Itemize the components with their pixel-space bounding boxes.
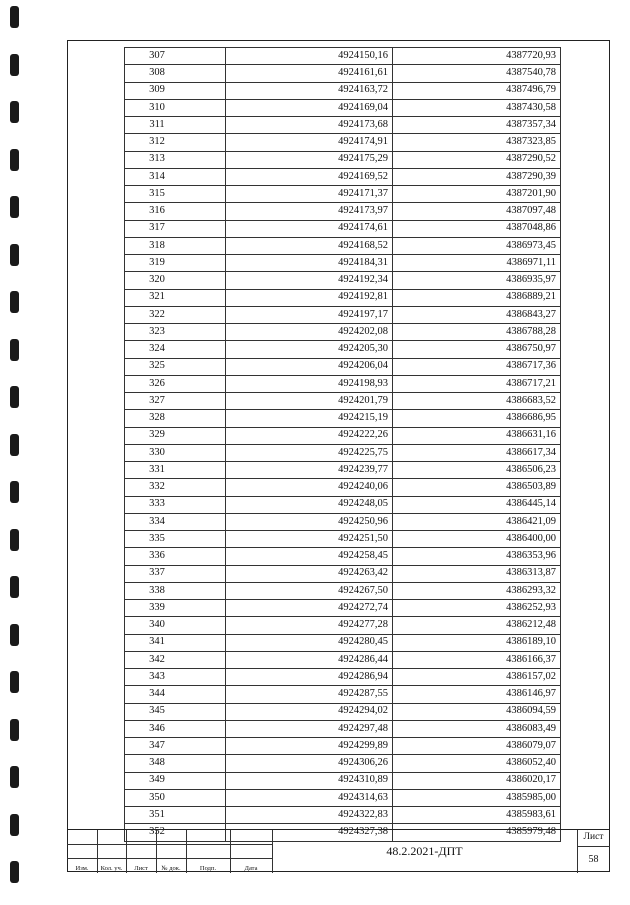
y-coordinate-cell: 4387430,58 [393,99,561,116]
point-number-cell: 333 [125,496,226,513]
point-number-cell: 327 [125,393,226,410]
x-coordinate-cell: 4924267,50 [226,582,393,599]
binding-mark [10,339,19,361]
point-number-cell: 332 [125,479,226,496]
y-coordinate-cell: 4385985,00 [393,789,561,806]
binding-mark [10,101,19,123]
y-coordinate-cell: 4386020,17 [393,772,561,789]
table-row [125,289,561,306]
coordinates-table [124,47,561,842]
y-coordinate-cell: 4387290,52 [393,151,561,168]
y-coordinate-cell: 4386445,14 [393,496,561,513]
stamp-label-count: Кол. уч. [100,865,123,872]
point-number-cell: 322 [125,306,226,323]
y-coordinate-cell: 4386252,93 [393,600,561,617]
x-coordinate-cell: 4924174,61 [226,220,393,237]
y-coordinate-cell: 4387048,86 [393,220,561,237]
y-coordinate-cell: 4386506,23 [393,462,561,479]
binding-mark [10,719,19,741]
point-number-cell: 335 [125,531,226,548]
y-coordinate-cell: 4386400,00 [393,531,561,548]
y-coordinate-cell: 4386843,27 [393,306,561,323]
table-row [125,669,561,686]
point-number-cell: 348 [125,755,226,772]
x-coordinate-cell: 4924215,19 [226,410,393,427]
point-number-cell: 330 [125,444,226,461]
point-number-cell: 314 [125,168,226,185]
y-coordinate-cell: 4387290,39 [393,168,561,185]
y-coordinate-cell: 4386212,48 [393,617,561,634]
y-coordinate-cell: 4386052,40 [393,755,561,772]
table-row [125,462,561,479]
table-row [125,341,561,358]
point-number-cell: 341 [125,634,226,651]
point-number-cell: 349 [125,772,226,789]
table-row [125,82,561,99]
point-number-cell: 310 [125,99,226,116]
y-coordinate-cell: 4386683,52 [393,393,561,410]
y-coordinate-cell: 4386146,97 [393,686,561,703]
point-number-cell: 323 [125,324,226,341]
table-row [125,617,561,634]
document-code: 48.2.2021-ДПТ [386,844,463,858]
table-row [125,324,561,341]
y-coordinate-cell: 4386631,16 [393,427,561,444]
point-number-cell: 316 [125,203,226,220]
table-row [125,651,561,668]
x-coordinate-cell: 4924263,42 [226,565,393,582]
table-row [125,738,561,755]
x-coordinate-cell: 4924192,34 [226,272,393,289]
binding-mark [10,149,19,171]
point-number-cell: 308 [125,65,226,82]
binding-mark [10,54,19,76]
table-row [125,255,561,272]
point-number-cell: 336 [125,548,226,565]
point-number-cell: 339 [125,600,226,617]
table-row [125,548,561,565]
binding-mark [10,481,19,503]
y-coordinate-cell: 4386189,10 [393,634,561,651]
x-coordinate-cell: 4924294,02 [226,703,393,720]
binding-mark [10,196,19,218]
y-coordinate-cell: 4386083,49 [393,720,561,737]
table-row [125,306,561,323]
x-coordinate-cell: 4924161,61 [226,65,393,82]
point-number-cell: 318 [125,237,226,254]
table-row [125,117,561,134]
table-row [125,358,561,375]
y-coordinate-cell: 4386503,89 [393,479,561,496]
y-coordinate-cell: 4386157,02 [393,669,561,686]
table-row [125,203,561,220]
y-coordinate-cell: 4386971,11 [393,255,561,272]
table-row [125,789,561,806]
y-coordinate-cell: 4386935,97 [393,272,561,289]
y-coordinate-cell: 4387323,85 [393,134,561,151]
table-row [125,410,561,427]
x-coordinate-cell: 4924150,16 [226,48,393,65]
point-number-cell: 311 [125,117,226,134]
y-coordinate-cell: 4387720,93 [393,48,561,65]
point-number-cell: 329 [125,427,226,444]
binding-mark [10,434,19,456]
x-coordinate-cell: 4924272,74 [226,600,393,617]
binding-mark [10,386,19,408]
x-coordinate-cell: 4924169,04 [226,99,393,116]
point-number-cell: 309 [125,82,226,99]
x-coordinate-cell: 4924287,55 [226,686,393,703]
x-coordinate-cell: 4924173,68 [226,117,393,134]
x-coordinate-cell: 4924286,94 [226,669,393,686]
x-coordinate-cell: 4924248,05 [226,496,393,513]
binding-mark [10,766,19,788]
x-coordinate-cell: 4924277,28 [226,617,393,634]
point-number-cell: 328 [125,410,226,427]
table-row [125,168,561,185]
y-coordinate-cell: 4386094,59 [393,703,561,720]
table-row [125,220,561,237]
point-number-cell: 315 [125,186,226,203]
point-number-cell: 313 [125,151,226,168]
y-coordinate-cell: 4387201,90 [393,186,561,203]
x-coordinate-cell: 4924286,44 [226,651,393,668]
point-number-cell: 320 [125,272,226,289]
point-number-cell: 352 [125,824,226,841]
point-number-cell: 342 [125,651,226,668]
y-coordinate-cell: 4386421,09 [393,513,561,530]
x-coordinate-cell: 4924192,81 [226,289,393,306]
point-number-cell: 350 [125,789,226,806]
table-row [125,479,561,496]
point-number-cell: 331 [125,462,226,479]
binding-mark [10,576,19,598]
table-row [125,151,561,168]
y-coordinate-cell: 4387357,34 [393,117,561,134]
x-coordinate-cell: 4924306,26 [226,755,393,772]
x-coordinate-cell: 4924258,45 [226,548,393,565]
binding-mark [10,671,19,693]
x-coordinate-cell: 4924280,45 [226,634,393,651]
table-row [125,720,561,737]
y-coordinate-cell: 4386293,32 [393,582,561,599]
x-coordinate-cell: 4924173,97 [226,203,393,220]
x-coordinate-cell: 4924169,52 [226,168,393,185]
table-row [125,186,561,203]
table-row [125,634,561,651]
x-coordinate-cell: 4924239,77 [226,462,393,479]
y-coordinate-cell: 4385979,48 [393,824,561,841]
table-row [125,807,561,824]
title-block [67,829,610,873]
table-row [125,565,561,582]
y-coordinate-cell: 4387540,78 [393,65,561,82]
x-coordinate-cell: 4924184,31 [226,255,393,272]
x-coordinate-cell: 4924205,30 [226,341,393,358]
point-number-cell: 347 [125,738,226,755]
point-number-cell: 321 [125,289,226,306]
point-number-cell: 324 [125,341,226,358]
x-coordinate-cell: 4924202,08 [226,324,393,341]
x-coordinate-cell: 4924171,37 [226,186,393,203]
binding-mark [10,291,19,313]
y-coordinate-cell: 4386079,07 [393,738,561,755]
x-coordinate-cell: 4924197,17 [226,306,393,323]
x-coordinate-cell: 4924163,72 [226,82,393,99]
x-coordinate-cell: 4924251,50 [226,531,393,548]
stamp-label-date: Дата [244,865,258,872]
binding-mark [10,814,19,836]
point-number-cell: 344 [125,686,226,703]
table-row [125,99,561,116]
binding-mark [10,624,19,646]
table-row [125,531,561,548]
y-coordinate-cell: 4385983,61 [393,807,561,824]
binding-mark [10,244,19,266]
x-coordinate-cell: 4924198,93 [226,375,393,392]
point-number-cell: 337 [125,565,226,582]
binding-mark [10,529,19,551]
y-coordinate-cell: 4386889,21 [393,289,561,306]
x-coordinate-cell: 4924314,63 [226,789,393,806]
table-row [125,755,561,772]
x-coordinate-cell: 4924222,26 [226,427,393,444]
point-number-cell: 340 [125,617,226,634]
table-row [125,496,561,513]
stamp-label-doc: № док. [161,865,181,872]
stamp-label-signature: Подп. [199,865,217,872]
y-coordinate-cell: 4386686,95 [393,410,561,427]
table-row [125,65,561,82]
y-coordinate-cell: 4386353,96 [393,548,561,565]
point-number-cell: 351 [125,807,226,824]
x-coordinate-cell: 4924175,29 [226,151,393,168]
x-coordinate-cell: 4924168,52 [226,237,393,254]
y-coordinate-cell: 4387496,79 [393,82,561,99]
y-coordinate-cell: 4386313,87 [393,565,561,582]
point-number-cell: 338 [125,582,226,599]
point-number-cell: 346 [125,720,226,737]
y-coordinate-cell: 4386717,36 [393,358,561,375]
x-coordinate-cell: 4924297,48 [226,720,393,737]
y-coordinate-cell: 4387097,48 [393,203,561,220]
y-coordinate-cell: 4386717,21 [393,375,561,392]
table-row [125,600,561,617]
table-row [125,375,561,392]
binding-mark [10,6,19,28]
table-row [125,703,561,720]
stamp-label-change: Изм. [75,865,89,872]
table-row [125,582,561,599]
table-row [125,513,561,530]
y-coordinate-cell: 4386750,97 [393,341,561,358]
table-row [125,772,561,789]
y-coordinate-cell: 4386973,45 [393,237,561,254]
y-coordinate-cell: 4386166,37 [393,651,561,668]
x-coordinate-cell: 4924299,89 [226,738,393,755]
x-coordinate-cell: 4924225,75 [226,444,393,461]
binding-holes [8,0,22,905]
table-row [125,686,561,703]
binding-mark [10,861,19,883]
point-number-cell: 317 [125,220,226,237]
point-number-cell: 312 [125,134,226,151]
table-row [125,134,561,151]
point-number-cell: 334 [125,513,226,530]
table-row [125,444,561,461]
x-coordinate-cell: 4924310,89 [226,772,393,789]
x-coordinate-cell: 4924250,96 [226,513,393,530]
stamp-label-sheet: Лист [134,865,148,872]
sheet-frame [67,40,610,872]
x-coordinate-cell: 4924174,91 [226,134,393,151]
x-coordinate-cell: 4924240,06 [226,479,393,496]
table-row [125,48,561,65]
y-coordinate-cell: 4386788,28 [393,324,561,341]
x-coordinate-cell: 4924327,38 [226,824,393,841]
table-row [125,427,561,444]
x-coordinate-cell: 4924201,79 [226,393,393,410]
x-coordinate-cell: 4924322,83 [226,807,393,824]
table-row [125,237,561,254]
sheet-label: Лист [583,832,604,842]
point-number-cell: 345 [125,703,226,720]
y-coordinate-cell: 4386617,34 [393,444,561,461]
x-coordinate-cell: 4924206,04 [226,358,393,375]
table-row [125,393,561,410]
table-row [125,272,561,289]
point-number-cell: 325 [125,358,226,375]
point-number-cell: 343 [125,669,226,686]
point-number-cell: 319 [125,255,226,272]
point-number-cell: 307 [125,48,226,65]
sheet-number: 58 [588,854,599,865]
point-number-cell: 326 [125,375,226,392]
